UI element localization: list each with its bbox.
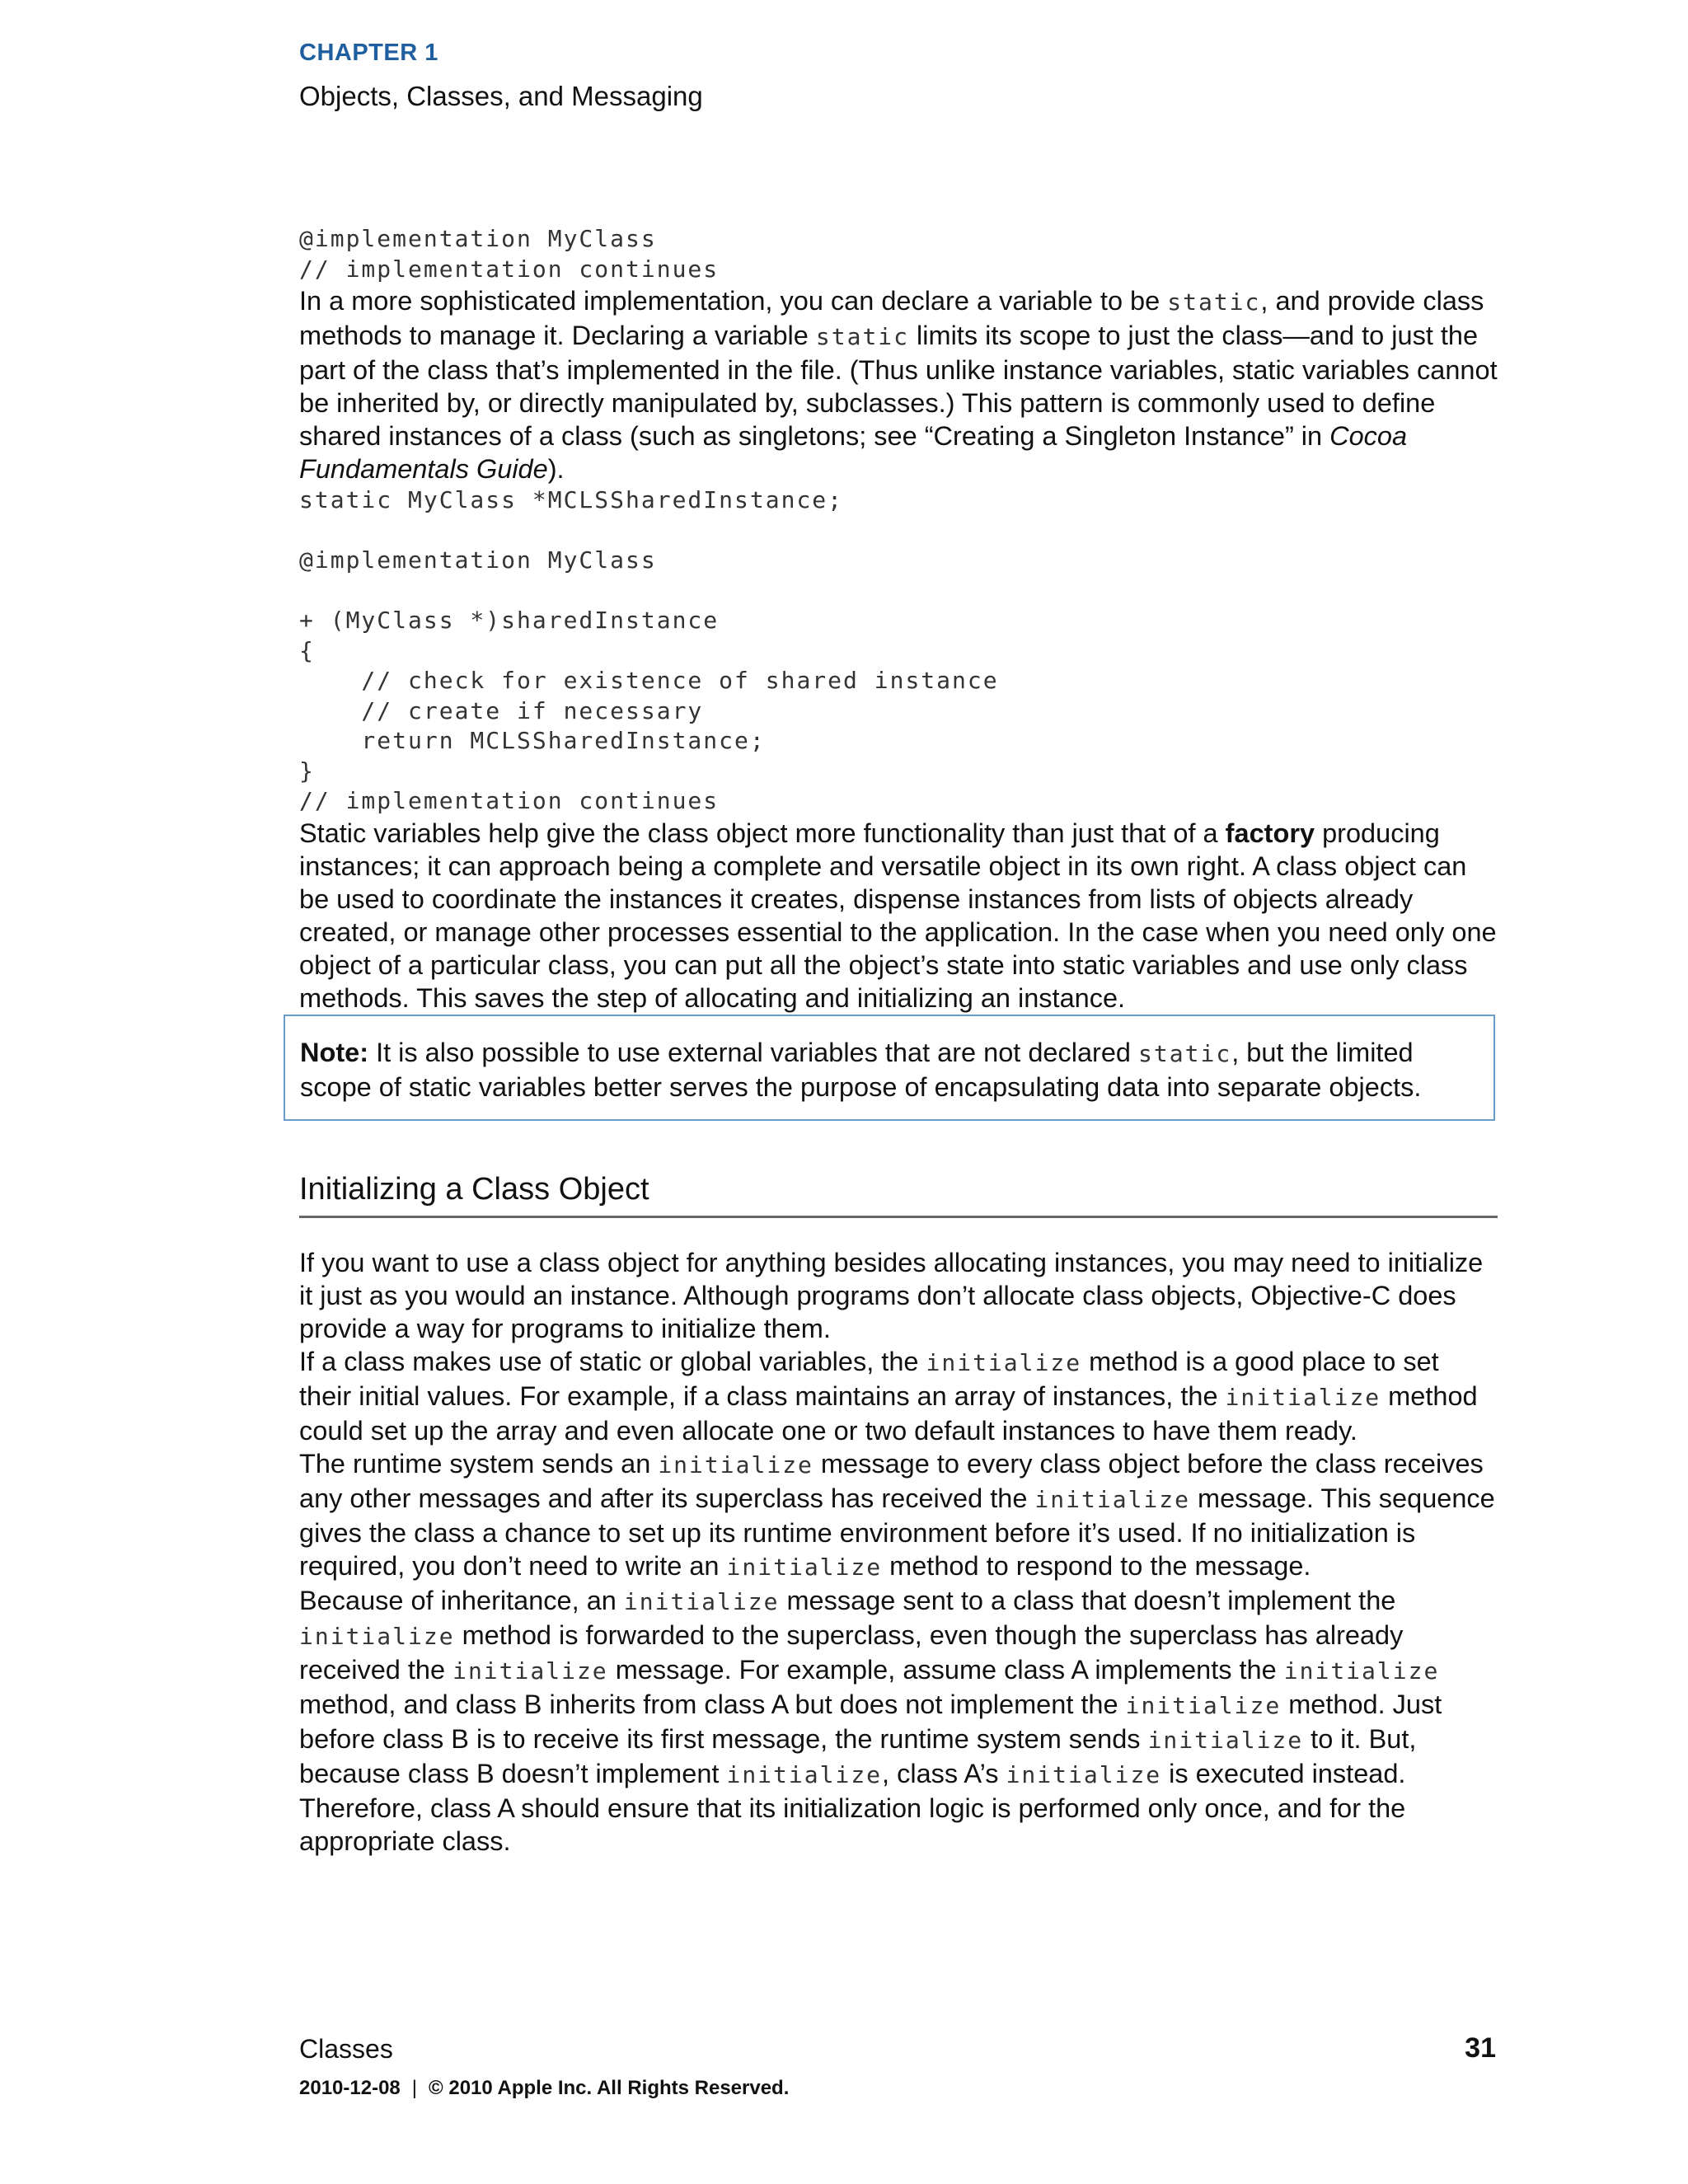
inline-code: initialize: [1034, 1485, 1190, 1513]
text-run: , but the limited scope of static variables better serves the purpose of encapsulating data into separate objects.: [300, 1037, 1422, 1102]
inline-code: initialize: [299, 1622, 455, 1650]
text-run: Static variables help give the class object more functionality than just that of a: [299, 818, 1226, 848]
text-run: method. Just before class B is to receive its first message, the runtime system sends: [299, 1689, 1442, 1754]
text-run: is executed instead. Therefore, class A should ensure that its initialization logic is performed only once, and for the appropriate class.: [299, 1758, 1406, 1856]
note-label: Note:: [300, 1037, 369, 1067]
inline-code: initialize: [926, 1348, 1082, 1376]
paragraph-runtime-sends: [299, 1447, 1498, 1584]
chapter-label: CHAPTER 1: [299, 40, 438, 66]
inline-code: initialize: [452, 1657, 608, 1685]
section-heading: Initializing a Class Object: [299, 1172, 1498, 1218]
footer-separator: |: [411, 2077, 417, 2099]
inline-code: initialize: [1225, 1383, 1381, 1411]
footer-section-name: Classes: [299, 2034, 393, 2064]
text-run: ).: [547, 454, 565, 484]
inline-code: static: [1138, 1039, 1232, 1067]
text-run: It is also possible to use external variables that are not declared: [368, 1037, 1139, 1067]
text-run: Because of inheritance, an: [299, 1585, 624, 1615]
text-run: message. This sequence gives the class a chance to set up its runtime environment before it’s used. If no initialization is required, you don’t need to write an: [299, 1483, 1495, 1581]
text-run: message to every class object before the class receives any other messages and after its superclass has received the: [299, 1448, 1484, 1513]
copyright-text: © 2010 Apple Inc. All Rights Reserved.: [429, 2077, 790, 2099]
text-run: limits its scope to just the class—and to just the part of the class that’s implemented in the file. (Thus unlike instance variables, static variables cannot be inherited by, or directly manipulated by, subclasses.) This pattern is commonly used to define shared instances of a class (such as singletons; see “Creating a Singleton Instance” in: [299, 321, 1498, 451]
paragraph-inheritance: [299, 1584, 1498, 1858]
code-block-implementation: @implementation MyClass // implementation continues: [299, 225, 720, 283]
inline-code: initialize: [1125, 1691, 1282, 1719]
footer-copyright: [299, 2077, 789, 2100]
text-run: method could set up the array and even allocate one or two default instances to have them ready.: [299, 1380, 1478, 1446]
inline-code: initialize: [1006, 1760, 1162, 1788]
text-run: The runtime system sends an: [299, 1448, 659, 1479]
inline-code: initialize: [1147, 1726, 1304, 1754]
code-block-shared-instance: static MyClass *MCLSSharedInstance; @implementation MyClass + (MyClass *)sharedInstance { // check for existence of shared instance // create if necessary return MCLSSharedInstance; } // implementation continues: [299, 486, 999, 814]
chapter-title: Objects, Classes, and Messaging: [299, 81, 703, 111]
book-title-emphasis: Cocoa Fundamentals Guide: [299, 421, 1408, 484]
inline-code: initialize: [623, 1587, 780, 1615]
text-run: to it. But, because class B doesn’t implement: [299, 1723, 1417, 1788]
paragraph-initialize-intro: If you want to use a class object for anything besides allocating instances, you may need to initialize it just as you would an instance. Although programs don’t allocate class objects, Objective-C does provide a way for programs to initialize them.: [299, 1247, 1484, 1343]
text-run: method is forwarded to the superclass, even though the superclass has already received the: [299, 1619, 1404, 1685]
paragraph-initialize-method: [299, 1345, 1498, 1447]
inline-code: initialize: [726, 1553, 883, 1581]
page-number: 31: [1465, 2032, 1496, 2064]
note-box: [284, 1015, 1495, 1121]
text-run: method is a good place to set their initial values. For example, if a class maintains an array of instances, the: [299, 1346, 1439, 1411]
text-run: producing instances; it can approach being a complete and versatile object in its own right. A class object can be used to coordinate the instances it creates, dispense instances from lists of objects already created, or manage other processes essential to the application. In the case when you need only one object of a particular class, you can put all the object’s state into static variables and use only class methods. This saves the step of allocating and initializing an instance.: [299, 818, 1497, 1013]
inline-code: initialize: [658, 1451, 814, 1479]
text-run: method, and class B inherits from class A but does not implement the: [299, 1689, 1126, 1719]
paragraph-factory: [299, 817, 1498, 1015]
inline-code: initialize: [726, 1760, 883, 1788]
text-run: If a class makes use of static or global variables, the: [299, 1346, 926, 1376]
inline-code: static: [815, 323, 910, 350]
paragraph-static-variables: [299, 284, 1498, 485]
inline-code: static: [1167, 288, 1261, 316]
note-text: [300, 1036, 1479, 1104]
text-run: message. For example, assume class A implements the: [607, 1654, 1284, 1685]
page-content: [299, 224, 1498, 1858]
text-run: In a more sophisticated implementation, you can declare a variable to be: [299, 286, 1168, 316]
term-factory: factory: [1225, 818, 1315, 848]
text-run: , and provide class methods to manage it. Declaring a variable: [299, 286, 1484, 350]
text-run: message sent to a class that doesn’t implement the: [779, 1585, 1396, 1615]
text-run: , class A’s: [882, 1758, 1006, 1788]
inline-code: initialize: [1283, 1657, 1440, 1685]
footer-date: 2010-12-08: [299, 2077, 401, 2099]
text-run: method to respond to the message.: [882, 1550, 1311, 1581]
